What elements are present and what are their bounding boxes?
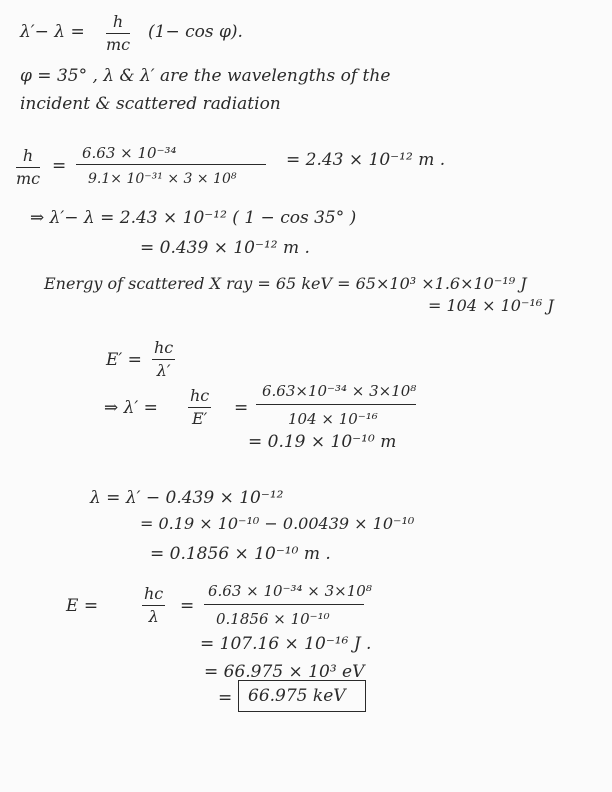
incident-energy-numerator: 6.63 × 10⁻³⁴ × 3×10⁸ (208, 582, 372, 600)
definition-line: incident & scattered radiation (20, 94, 281, 114)
final-answer-text: 66.975 keV (248, 686, 346, 706)
fraction-denominator: mc (16, 169, 41, 188)
hc-over-e-prime (188, 388, 211, 427)
fraction-denominator: λ′ (156, 361, 171, 380)
fraction-bar (204, 604, 364, 605)
compton-wavelength-result: = 2.43 × 10⁻¹² m . (286, 150, 446, 170)
scattered-energy-line: Energy of scattered X ray = 65 keV = 65×10³ ×1.6×10⁻¹⁹ J (44, 274, 527, 293)
fraction-bar (76, 164, 266, 165)
equals-sign: = (218, 688, 233, 708)
incident-energy-lhs: E = (66, 596, 99, 616)
hc-over-lambda-prime (152, 340, 175, 379)
h-over-mc-fraction (106, 14, 130, 53)
energy-formula-lhs: E′ = (106, 350, 142, 370)
fraction-bar (256, 404, 416, 405)
h-over-mc-fraction-2 (16, 148, 40, 187)
fraction-denominator: λ (148, 607, 159, 626)
fraction-numerator: h (106, 14, 130, 34)
fraction-numerator: hc (188, 388, 211, 408)
incident-wavelength-line: λ = λ′ − 0.439 × 10⁻¹² (90, 488, 284, 508)
incident-wavelength-subtraction: = 0.19 × 10⁻¹⁰ − 0.00439 × 10⁻¹⁰ (140, 514, 415, 533)
fraction-numerator: h (16, 148, 40, 168)
wavelength-shift-result: = 0.439 × 10⁻¹² m . (140, 238, 310, 258)
lambda-prime-denominator: 104 × 10⁻¹⁶ (288, 410, 378, 428)
given-angle-line: φ = 35° , λ & λ′ are the wavelengths of the (20, 66, 391, 86)
lambda-prime-numerator: 6.63×10⁻³⁴ × 3×10⁸ (262, 382, 417, 400)
compton-numerator: 6.63 × 10⁻³⁴ (82, 144, 177, 162)
equals-sign: = (234, 398, 249, 418)
lambda-prime-result: = 0.19 × 10⁻¹⁰ m (248, 432, 397, 452)
fraction-denominator: mc (106, 35, 131, 54)
energy-joules-result: = 107.16 × 10⁻¹⁶ J . (200, 634, 372, 654)
lambda-prime-lhs: ⇒ λ′ = (104, 398, 158, 418)
equals-sign: = (180, 596, 195, 616)
fraction-numerator: hc (142, 586, 165, 606)
equals-sign: = (52, 156, 67, 176)
energy-ev-result: = 66.975 × 10³ eV (204, 662, 365, 682)
fraction-denominator: E′ (191, 409, 208, 428)
compton-equation-lhs: λ′− λ = (20, 22, 85, 42)
wavelength-shift-line: ⇒ λ′− λ = 2.43 × 10⁻¹² ( 1 − cos 35° ) (30, 208, 357, 228)
scattered-energy-joules: = 104 × 10⁻¹⁶ J (428, 296, 554, 315)
compton-equation-rhs: (1− cos φ). (148, 22, 243, 42)
hc-over-lambda (142, 586, 165, 625)
fraction-numerator: hc (152, 340, 175, 360)
incident-wavelength-result: = 0.1856 × 10⁻¹⁰ m . (150, 544, 331, 564)
compton-denominator: 9.1× 10⁻³¹ × 3 × 10⁸ (88, 171, 237, 187)
incident-energy-denominator: 0.1856 × 10⁻¹⁰ (216, 610, 330, 628)
